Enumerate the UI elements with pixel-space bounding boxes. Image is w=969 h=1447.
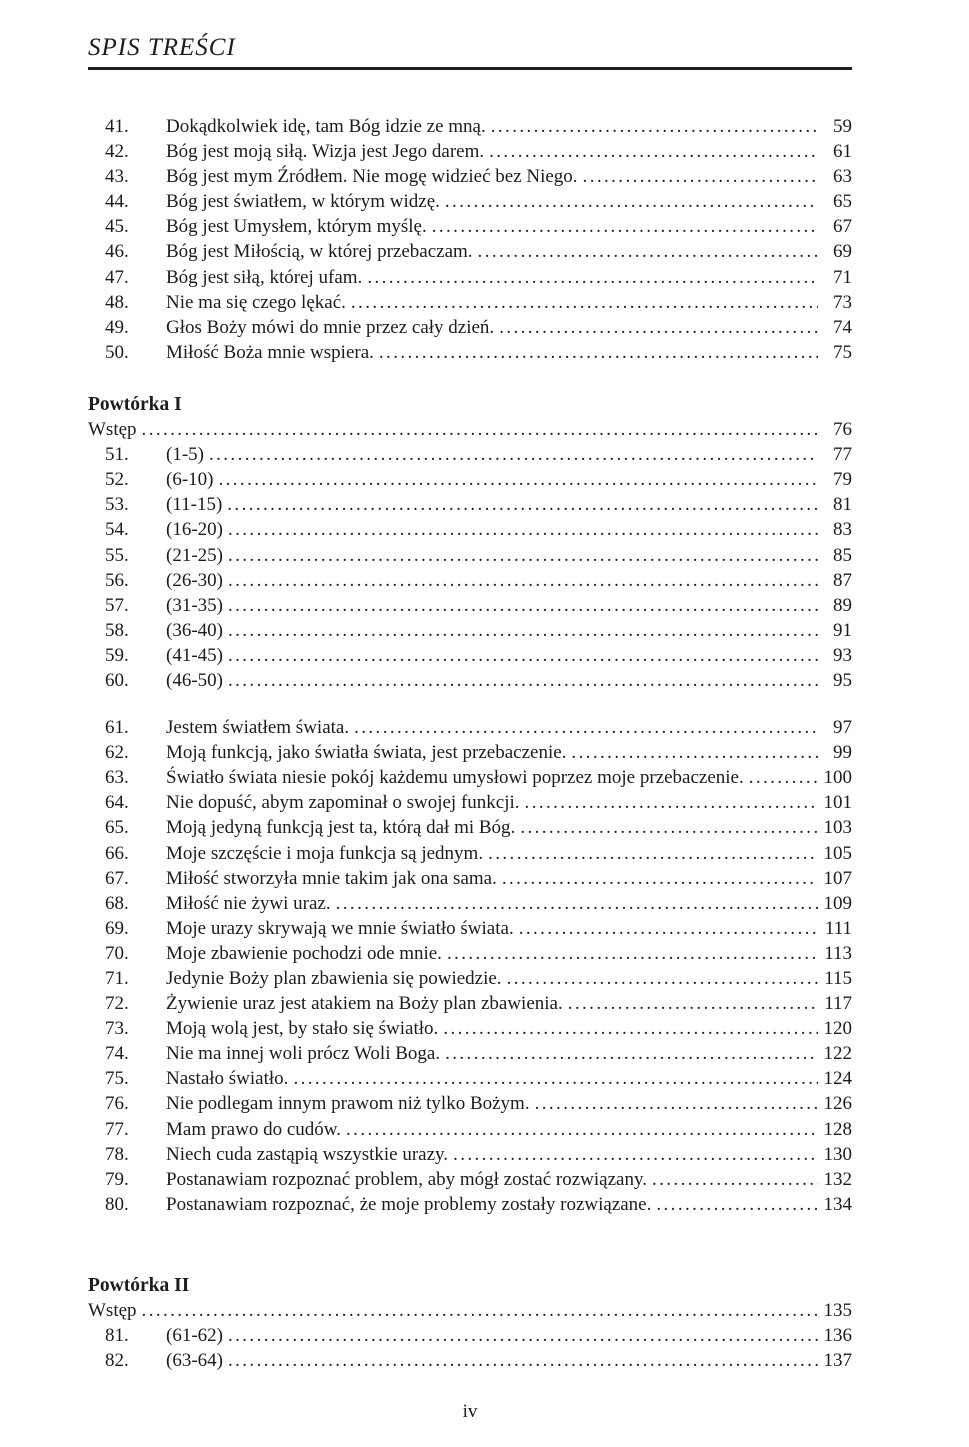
entry-title: Nie ma się czego lękać.: [166, 291, 346, 313]
dot-leader: [228, 568, 818, 593]
dot-leader: [652, 1167, 818, 1192]
entry-page-number: 95: [833, 669, 852, 691]
entry-number: 61.: [105, 717, 129, 739]
entry-title: Nie dopuść, abym zapominał o swojej funkcji.: [166, 792, 520, 814]
toc-intro-row: [88, 1298, 852, 1323]
entry-page-number: 87: [833, 569, 852, 591]
entry-number: 72.: [105, 993, 129, 1015]
toc-section: [88, 1273, 852, 1373]
toc-entry-row: [88, 442, 852, 467]
toc-entry-row: [88, 593, 852, 618]
entry-page-number: 73: [833, 291, 852, 313]
entry-page-number: 91: [833, 619, 852, 641]
dot-leader: [749, 765, 818, 790]
entry-page-number: 65: [833, 191, 852, 213]
entry-page-number: 101: [823, 792, 852, 814]
toc-entry-row: [88, 1091, 852, 1116]
toc-entry-row: [88, 891, 852, 916]
toc-entry-row: [88, 618, 852, 643]
page-footer: [0, 1399, 969, 1424]
toc-section: [88, 392, 852, 693]
dot-leader: [346, 1117, 818, 1142]
dot-leader: [227, 492, 818, 517]
entry-page-number: 100: [823, 767, 852, 789]
entry-number: 66.: [105, 842, 129, 864]
toc-entry-row: [88, 164, 852, 189]
entry-number: 50.: [105, 341, 129, 363]
entry-title: Moje zbawienie pochodzi ode mnie.: [166, 942, 442, 964]
entry-number: 53.: [105, 494, 129, 516]
entry-number: 77.: [105, 1118, 129, 1140]
entry-title: Jedynie Boży plan zbawienia się powiedzie.: [166, 968, 502, 989]
toc-entry-row: [88, 1041, 852, 1066]
toc-entry-row: [88, 1323, 852, 1348]
section-entries: [88, 442, 852, 693]
entry-number: 71.: [105, 968, 129, 989]
entry-title: (26-30): [166, 569, 223, 591]
toc-entry-row: [88, 866, 852, 891]
entry-page-number: 124: [823, 1068, 852, 1090]
entry-number: 43.: [105, 166, 129, 188]
dot-leader: [535, 1091, 818, 1116]
entry-page-number: 59: [833, 116, 852, 137]
entry-title: Mam prawo do cudów.: [166, 1118, 342, 1140]
page-header: [88, 34, 852, 70]
entry-page-number: 117: [824, 993, 852, 1015]
dot-leader: [502, 866, 818, 891]
entry-title: (16-20): [166, 519, 223, 541]
entry-title: Postanawiam rozpoznać problem, aby mógł zostać rozwiązany.: [166, 1168, 647, 1190]
dot-leader: [525, 790, 818, 815]
entry-page-number: 97: [833, 717, 852, 739]
dot-leader: [447, 941, 818, 966]
entry-number: 59.: [105, 644, 129, 666]
entry-number: 47.: [105, 266, 129, 288]
toc-entry-row: [88, 1192, 852, 1217]
toc-entry-row: [88, 517, 852, 542]
entry-page-number: 75: [833, 341, 852, 363]
entry-title: Bóg jest siłą, której ufam.: [166, 266, 363, 288]
entry-title: (31-35): [166, 594, 223, 616]
entry-title: Nie podlegam innym prawom niż tylko Bożym.: [166, 1093, 530, 1115]
entry-number: 55.: [105, 544, 129, 566]
entry-page-number: 77: [833, 444, 852, 466]
dot-leader: [656, 1192, 818, 1217]
entry-page-number: 93: [833, 644, 852, 666]
entry-title: (21-25): [166, 544, 223, 566]
dot-leader: [519, 916, 818, 941]
entry-page-number: 103: [823, 817, 852, 839]
toc-entry-row: [88, 290, 852, 315]
entry-title: Bóg jest mym Źródłem. Nie mogę widzieć bez Niego.: [166, 166, 578, 188]
entry-number: 68.: [105, 892, 129, 914]
toc-entry-row: [88, 568, 852, 593]
section-entries: [88, 715, 852, 1217]
entry-number: 52.: [105, 469, 129, 491]
dot-leader: [228, 1348, 818, 1373]
entry-title: Moją jedyną funkcją jest ta, którą dał mi Bóg.: [166, 817, 516, 839]
toc-intro-row: [88, 417, 852, 442]
entry-number: 45.: [105, 216, 129, 238]
dot-leader: [432, 214, 818, 239]
entry-number: 49.: [105, 316, 129, 338]
entry-page-number: 107: [823, 867, 852, 889]
dot-leader: [142, 417, 818, 442]
dot-leader: [218, 467, 818, 492]
dot-leader: [445, 1041, 818, 1066]
toc-entry-row: [88, 1016, 852, 1041]
toc-entry-row: [88, 815, 852, 840]
entry-page-number: 85: [833, 544, 852, 566]
entry-title: Bóg jest światłem, w którym widzę.: [166, 191, 440, 213]
entry-number: 65.: [105, 817, 129, 839]
entry-title: (36-40): [166, 619, 223, 641]
dot-leader: [351, 290, 818, 315]
toc-entry-row: [88, 1167, 852, 1192]
dot-leader: [571, 740, 818, 765]
entry-title: Nastało światło.: [166, 1068, 289, 1090]
entry-title: Żywienie uraz jest atakiem na Boży plan zbawienia.: [166, 993, 563, 1015]
entry-page-number: 69: [833, 241, 852, 263]
dot-leader: [228, 517, 818, 542]
entry-title: (61-62): [166, 1325, 223, 1347]
entry-title: Dokądkolwiek idę, tam Bóg idzie ze mną.: [166, 116, 486, 137]
entry-page-number: 109: [823, 892, 852, 914]
toc: [88, 114, 852, 1373]
entry-page-number: 67: [833, 216, 852, 238]
entry-number: 75.: [105, 1068, 129, 1090]
entry-title: (41-45): [166, 644, 223, 666]
toc-entry-row: [88, 765, 852, 790]
entry-page-number: 132: [823, 1168, 852, 1190]
entry-page-number: 120: [823, 1018, 852, 1040]
toc-entry-row: [88, 991, 852, 1016]
toc-entry-row: [88, 941, 852, 966]
toc-entry-row: [88, 1066, 852, 1091]
entry-title: Miłość Boża mnie wspiera.: [166, 341, 374, 363]
entry-number: 64.: [105, 792, 129, 814]
entry-number: 51.: [105, 444, 129, 466]
toc-entry-row: [88, 214, 852, 239]
toc-section: [88, 114, 852, 365]
entry-number: 82.: [105, 1350, 129, 1372]
dot-leader: [228, 543, 818, 568]
toc-entry-row: [88, 265, 852, 290]
toc-entry-row: [88, 966, 852, 991]
toc-entry-row: [88, 841, 852, 866]
entry-page-number: 111: [824, 917, 852, 939]
folio-page-number: iv: [462, 1401, 478, 1423]
entry-page-number: 81: [833, 494, 852, 516]
entry-title: (46-50): [166, 669, 223, 691]
entry-number: 54.: [105, 519, 129, 541]
entry-title: Jestem światłem świata.: [166, 717, 350, 739]
dot-leader: [228, 593, 818, 618]
entry-title: Moje szczęście i moja funkcja są jednym.: [166, 842, 484, 864]
dot-leader: [568, 991, 818, 1016]
entry-number: 46.: [105, 241, 129, 263]
intro-page-number: 135: [823, 1300, 852, 1322]
entry-number: 41.: [105, 116, 129, 137]
section-heading: Powtórka II: [88, 1274, 190, 1296]
entry-number: 67.: [105, 867, 129, 889]
toc-entry-row: [88, 239, 852, 264]
toc-entry-row: [88, 467, 852, 492]
entry-number: 58.: [105, 619, 129, 641]
dot-leader: [228, 668, 818, 693]
entry-title: Światło świata niesie pokój każdemu umysłowi poprzez moje przebaczenie.: [166, 767, 744, 789]
entry-title: (11-15): [166, 494, 223, 516]
entry-number: 80.: [105, 1193, 129, 1215]
toc-section: [88, 715, 852, 1217]
entry-number: 76.: [105, 1093, 129, 1115]
entry-title: Moje urazy skrywają we mnie światło świata.: [166, 917, 514, 939]
dot-leader: [453, 1142, 818, 1167]
dot-leader: [520, 815, 818, 840]
entry-page-number: 136: [823, 1325, 852, 1347]
entry-page-number: 61: [833, 141, 852, 163]
dot-leader: [379, 340, 818, 365]
entry-number: 56.: [105, 569, 129, 591]
toc-entry-row: [88, 643, 852, 668]
entry-number: 73.: [105, 1018, 129, 1040]
toc-entry-row: [88, 139, 852, 164]
entry-title: (6-10): [166, 469, 214, 491]
dot-leader: [293, 1066, 818, 1091]
toc-entry-row: [88, 790, 852, 815]
entry-number: 57.: [105, 594, 129, 616]
entry-title: (1-5): [166, 444, 204, 466]
dot-leader: [443, 1016, 818, 1041]
dot-leader: [491, 114, 818, 139]
dot-leader: [478, 239, 818, 264]
title-rule: [88, 67, 852, 70]
entry-number: 74.: [105, 1043, 129, 1065]
entry-title: Bóg jest Umysłem, którym myślę.: [166, 216, 427, 238]
entry-page-number: 71: [833, 266, 852, 288]
dot-leader: [489, 139, 818, 164]
entry-title: Głos Boży mówi do mnie przez cały dzień.: [166, 316, 495, 338]
entry-number: 78.: [105, 1143, 129, 1165]
entry-page-number: 126: [823, 1093, 852, 1115]
toc-entry-row: [88, 315, 852, 340]
section-entries: [88, 1323, 852, 1373]
dot-leader: [445, 189, 818, 214]
entry-number: 81.: [105, 1325, 129, 1347]
dot-leader: [354, 715, 818, 740]
entry-page-number: 130: [823, 1143, 852, 1165]
entry-number: 60.: [105, 669, 129, 691]
entry-page-number: 122: [823, 1043, 852, 1065]
intro-label: Wstęp: [88, 1300, 137, 1322]
toc-entry-row: [88, 1348, 852, 1373]
entry-title: Miłość nie żywi uraz.: [166, 892, 331, 914]
section-entries: [88, 114, 852, 365]
section-heading: Powtórka I: [88, 393, 182, 415]
dot-leader: [228, 643, 818, 668]
toc-entry-row: [88, 189, 852, 214]
dot-leader: [142, 1298, 818, 1323]
toc-entry-row: [88, 340, 852, 365]
entry-page-number: 105: [823, 842, 852, 864]
dot-leader: [228, 1323, 818, 1348]
entry-page-number: 113: [824, 942, 852, 964]
entry-title: (63-64): [166, 1350, 223, 1372]
toc-entry-row: [88, 668, 852, 693]
entry-title: Bóg jest Miłością, w której przebaczam.: [166, 241, 473, 263]
entry-title: Niech cuda zastąpią wszystkie urazy.: [166, 1143, 449, 1165]
entry-number: 62.: [105, 742, 129, 764]
toc-entry-row: [88, 916, 852, 941]
dot-leader: [499, 315, 818, 340]
dot-leader: [228, 618, 818, 643]
entry-title: Moją wolą jest, by stało się światło.: [166, 1018, 439, 1040]
dot-leader: [507, 966, 818, 991]
entry-page-number: 115: [824, 968, 852, 989]
entry-page-number: 99: [833, 742, 852, 764]
dot-leader: [336, 891, 818, 916]
toc-entry-row: [88, 543, 852, 568]
toc-entry-row: [88, 114, 852, 139]
entry-page-number: 128: [823, 1118, 852, 1140]
entry-number: 79.: [105, 1168, 129, 1190]
entry-number: 69.: [105, 917, 129, 939]
intro-label: Wstęp: [88, 419, 137, 441]
toc-entry-row: [88, 492, 852, 517]
toc-entry-row: [88, 740, 852, 765]
entry-number: 44.: [105, 191, 129, 213]
entry-number: 42.: [105, 141, 129, 163]
entry-title: Bóg jest moją siłą. Wizja jest Jego darem.: [166, 141, 485, 163]
entry-page-number: 137: [823, 1350, 852, 1372]
intro-page-number: 76: [833, 419, 852, 441]
entry-page-number: 83: [833, 519, 852, 541]
dot-leader: [367, 265, 818, 290]
entry-page-number: 79: [833, 469, 852, 491]
entry-number: 48.: [105, 291, 129, 313]
entry-title: Miłość stworzyła mnie takim jak ona sama.: [166, 867, 497, 889]
page-title: SPIS TREŚCI: [88, 34, 236, 61]
entry-page-number: 63: [833, 166, 852, 188]
entry-number: 70.: [105, 942, 129, 964]
dot-leader: [583, 164, 818, 189]
toc-entry-row: [88, 715, 852, 740]
toc-entry-row: [88, 1142, 852, 1167]
dot-leader: [488, 841, 818, 866]
entry-title: Moją funkcją, jako światła świata, jest przebaczenie.: [166, 742, 567, 764]
entry-page-number: 89: [833, 594, 852, 616]
entry-number: 63.: [105, 767, 129, 789]
entry-page-number: 134: [823, 1193, 852, 1215]
entry-page-number: 74: [833, 316, 852, 338]
entry-title: Nie ma innej woli prócz Woli Boga.: [166, 1043, 441, 1065]
entry-title: Postanawiam rozpoznać, że moje problemy zostały rozwiązane.: [166, 1193, 652, 1215]
toc-entry-row: [88, 1117, 852, 1142]
dot-leader: [209, 442, 818, 467]
